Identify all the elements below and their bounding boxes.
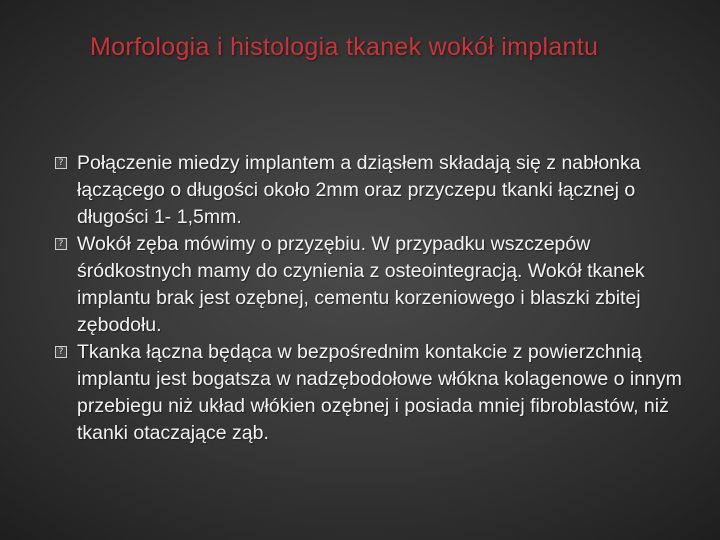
- bullet-item: [0, 231, 720, 339]
- slide-title: Morfologia i histologia tkanek wokół implantu: [90, 33, 599, 61]
- bullet-text: Wokół zęba mówimy o przyzębiu. W przypadku wszczepów śródkostnych mamy do czynienia z osteointegracją. Wokół tkanek implantu brak jest ozębnej, cementu korzeniowego i blaszki zbitej zębodołu.: [77, 233, 645, 336]
- bullet-text: Tkanka łączna będąca w bezpośrednim kontakcie z powierzchnią implantu jest bogatsza w nadzębodołowe włókna kolagenowe o innym przebiegu niż układ włókien ozębnej i posiada mniej fibroblastów, niż tkanki otaczające ząb.: [77, 341, 682, 444]
- missing-glyph-box-icon: ?: [55, 346, 67, 358]
- bullet-list: [0, 150, 720, 447]
- bullet-item: [0, 150, 720, 231]
- bullet-item: [0, 339, 720, 447]
- bullet-text: Połączenie miedzy implantem a dziąsłem składają się z nabłonka łączącego o długości około 2mm oraz przyczepu tkanki łącznej o długości 1- 1,5mm.: [77, 152, 641, 228]
- missing-glyph-box-icon: ?: [55, 238, 67, 250]
- missing-glyph-box-icon: ?: [55, 157, 67, 169]
